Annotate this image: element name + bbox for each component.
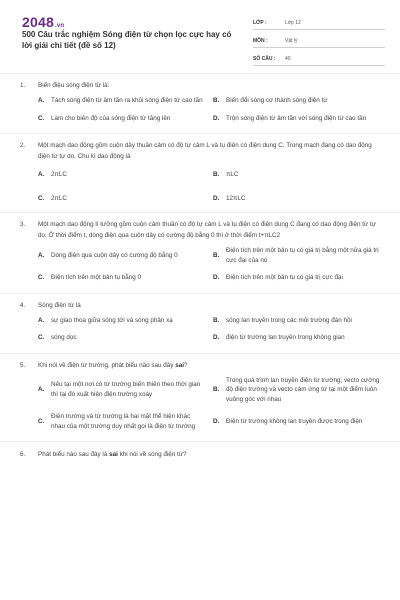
option-text: Làm cho biên độ của sóng điện từ tăng lên (51, 114, 171, 122)
option-letter: D. (213, 334, 220, 341)
question-3 (0, 213, 400, 283)
option-text: 12πLC (226, 194, 246, 202)
option-text: Biến đổi sóng cơ thành sóng điện từ (226, 97, 328, 104)
option-text: Tách sóng điện từ âm tần ra khỏi sóng điện từ cao tần (51, 97, 203, 104)
logo-suffix-text: .vn (54, 23, 65, 29)
answer-option-a[interactable] (38, 170, 213, 180)
meta-label-question-count: SỐ CÂU : (253, 56, 276, 62)
option-letter: A. (38, 171, 45, 178)
question-text-part: khi nói về sóng điện từ? (117, 451, 187, 458)
meta-label-subject: MÔN : (253, 38, 268, 44)
option-letter: B. (213, 386, 220, 393)
answer-options (0, 246, 400, 283)
option-text: Điện tích trên một bản tụ bằng 0 (51, 274, 141, 281)
option-text: sóng dọc (51, 334, 77, 341)
question-text (38, 449, 382, 460)
option-letter: B. (213, 251, 220, 259)
option-letter: D. (213, 194, 220, 202)
question-text-part: ? (183, 361, 188, 369)
question-number: 5. (20, 361, 26, 369)
answer-options (0, 316, 400, 343)
answer-options (0, 170, 400, 203)
answer-option-d[interactable] (213, 273, 388, 283)
answer-option-c[interactable] (38, 273, 213, 283)
answer-options (0, 96, 400, 123)
answer-option-a[interactable] (38, 376, 213, 405)
answer-option-a[interactable] (38, 316, 213, 326)
option-letter: A. (38, 251, 45, 259)
question-text: Sóng điện từ là (38, 301, 81, 309)
question-2 (0, 134, 400, 203)
meta-value-subject: Vật lý (285, 38, 298, 44)
question-text: Một mạch dao động gồm cuộn dây thuần cảm có độ tự cảm L và tụ điện có điện dung C. Trong mạch đang có dao động điện từ tự do. Chu kì dao động là (38, 142, 372, 160)
option-text: Điện từ trường không lan truyền được trong điện (226, 417, 363, 425)
meta-row-subject (253, 32, 385, 48)
answer-option-b[interactable] (213, 376, 388, 405)
option-letter: C. (38, 417, 45, 425)
question-number: 1. (20, 82, 26, 89)
question-emphasis: sai (175, 361, 184, 369)
question-1 (0, 74, 400, 123)
answer-option-c[interactable] (38, 114, 213, 124)
answer-option-a[interactable] (38, 96, 213, 106)
question-number: 6. (20, 451, 26, 458)
meta-label-class: LỚP : (253, 20, 267, 26)
question-stem (0, 80, 400, 91)
meta-row-question-count (253, 50, 385, 66)
question-stem (0, 219, 400, 241)
answer-option-d[interactable] (213, 412, 388, 431)
question-stem (0, 360, 400, 371)
option-letter: A. (38, 386, 45, 393)
option-text: 2πLC (51, 171, 67, 178)
option-letter: C. (38, 334, 45, 341)
question-text: Biến điệu sóng điện từ là: (38, 82, 110, 89)
document-header (0, 0, 400, 70)
meta-value-class: Lớp 12 (285, 20, 301, 26)
option-letter: A. (38, 316, 45, 324)
answer-option-a[interactable] (38, 246, 213, 265)
option-text: Nếu tại một nơi có từ trường biến thiên theo thời gian thì tại đó xuất hiện điện trường xoáy (51, 381, 201, 398)
question-6 (0, 442, 400, 460)
question-stem (0, 140, 400, 162)
option-text: Trộn sóng điện từ âm tần với sóng điện từ cao tần (226, 114, 367, 122)
option-letter: B. (213, 97, 220, 104)
answer-option-b[interactable] (213, 246, 388, 265)
option-text: Trong quá trình lan truyền điện từ trường, vecto cường độ điện trường và vecto cảm ứng từ tại một điểm luôn vuông góc với nhau (226, 376, 380, 403)
question-text (38, 360, 382, 371)
question-text-part: Khi nói về điện từ trường, phát biểu nào sau đây (38, 361, 176, 369)
option-text: sóng lan truyền trong các môi trường đàn hồi (226, 316, 352, 324)
meta-value-question-count: 40 (285, 56, 291, 62)
question-stem (0, 449, 400, 460)
question-text: Một mạch dao động lí tưởng gồm cuộn cảm thuần có độ tự cảm L và tụ điện có điện dung C đang có dao động điện từ tự do. Ở thời điểm t, dòng điện qua cuộn dây có cường độ bằng 0 thì ở thời điểm t+πLC2 (38, 221, 376, 239)
option-letter: D. (213, 417, 220, 425)
answer-option-d[interactable] (213, 333, 388, 343)
option-text: sự giao thoa giữa sóng tới và sóng phản xạ (51, 316, 173, 324)
answer-option-c[interactable] (38, 333, 213, 343)
option-letter: C. (38, 194, 45, 202)
option-letter: A. (38, 97, 45, 104)
question-number: 4. (20, 301, 26, 309)
question-emphasis: sai (109, 451, 118, 458)
meta-row-class (253, 14, 385, 30)
option-letter: B. (213, 171, 220, 178)
answer-option-b[interactable] (213, 316, 388, 326)
answer-option-d[interactable] (213, 114, 388, 124)
logo-main-text: 2048 (22, 14, 54, 30)
option-text: 2πLC (51, 194, 67, 202)
option-letter: B. (213, 316, 220, 324)
answer-option-b[interactable] (213, 96, 388, 106)
answer-option-d[interactable] (213, 194, 388, 204)
option-text: điện từ trường lan truyền trong không gian (226, 334, 345, 341)
question-5 (0, 354, 400, 432)
option-text: πLC (226, 171, 239, 178)
option-text: Điện tích trên một bản tụ có giá trị bằng một nửa giá trị cực đại của nó (226, 247, 379, 264)
option-letter: C. (38, 274, 45, 281)
document-meta (253, 14, 385, 68)
document-title: 500 Câu trắc nghiệm Sóng điện từ chọn lọc cực hay có lời giải chi tiết (đề số 12) (22, 30, 232, 50)
answer-option-c[interactable] (38, 194, 213, 204)
site-logo[interactable] (22, 14, 64, 30)
question-number: 3. (20, 221, 26, 228)
option-letter: D. (213, 114, 220, 122)
option-text: Điện trường và từ trường là hai mặt thể hiện khác nhau của một trường duy nhất gọi là điện từ trường (51, 413, 196, 430)
answer-option-c[interactable] (38, 412, 213, 431)
option-text: Dòng điện qua cuộn dây có cường độ bằng 0 (51, 251, 178, 259)
option-letter: C. (38, 114, 45, 122)
question-text-part: Phát biểu nào sau đây là (38, 451, 110, 458)
question-4 (0, 294, 400, 343)
option-text: Điện tích trên một bản tụ có giá trị cực đại (226, 274, 343, 281)
question-list (0, 74, 400, 460)
answer-option-b[interactable] (213, 170, 388, 180)
answer-options (0, 376, 400, 432)
option-letter: D. (213, 274, 220, 281)
question-number: 2. (20, 142, 26, 149)
question-stem (0, 300, 400, 311)
